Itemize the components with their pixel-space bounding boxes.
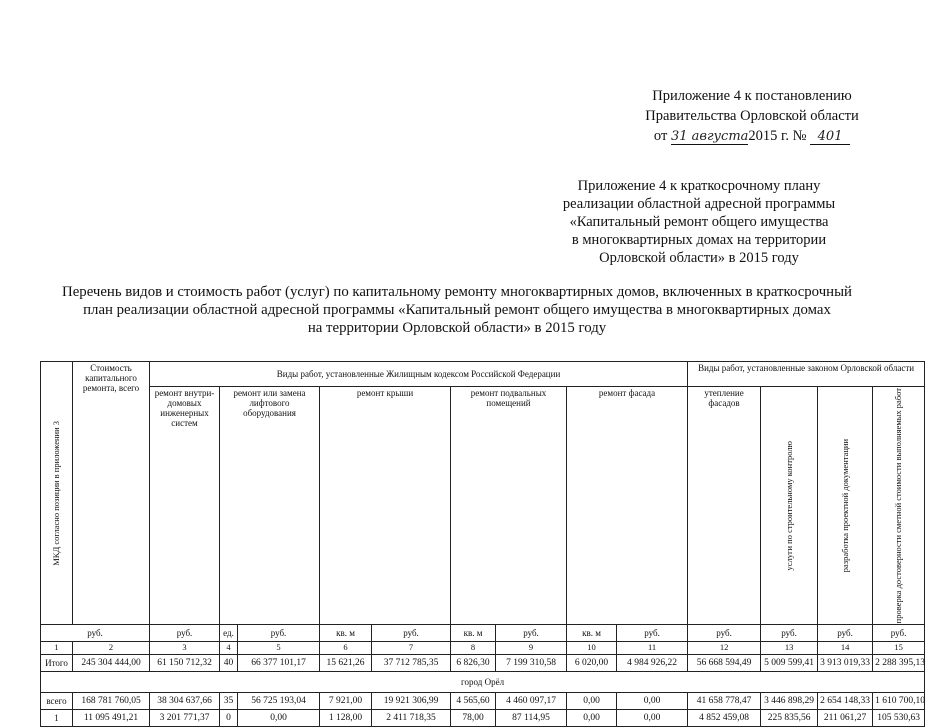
- table-cell: 7 921,00: [320, 693, 372, 710]
- table-cell: 35: [220, 693, 238, 710]
- table-cell: 211 061,27: [818, 710, 873, 727]
- decree-date-handwritten: 31 августа: [670, 129, 749, 144]
- row-label: Итого: [41, 655, 73, 672]
- table-cell: 4 852 459,08: [688, 710, 761, 727]
- units-row: [41, 625, 925, 642]
- index-cell: 13: [761, 642, 818, 655]
- row-label: 1: [41, 710, 73, 727]
- table-cell: 7 199 310,58: [496, 655, 567, 672]
- table-cell: 2 288 395,13: [873, 655, 925, 672]
- plan-header: [540, 177, 858, 267]
- col-roof-header: ремонт крыши: [320, 387, 451, 625]
- index-cell: 9: [496, 642, 567, 655]
- col-insulation-header: утепление фасадов: [688, 387, 761, 625]
- table-cell: 4 460 097,17: [496, 693, 567, 710]
- col-facade-header: ремонт фасада: [567, 387, 688, 625]
- document-title-line: на территории Орловской области» в 2015 году: [307, 320, 607, 336]
- col-design-docs-label: разработка проектной документации: [839, 439, 850, 573]
- table-cell: 0: [220, 710, 238, 727]
- table-cell: 3 446 898,29: [761, 693, 818, 710]
- col-total-header: Стоимость капитального ремонта, всего: [73, 362, 150, 625]
- decree-header: [632, 86, 872, 146]
- plan-header-line: в многоквартирных домах на территории: [571, 232, 827, 248]
- plan-header-line: «Капитальный ремонт общего имущества: [569, 214, 829, 230]
- index-cell: 4: [220, 642, 238, 655]
- unit-cell: руб.: [617, 625, 688, 642]
- unit-cell: руб.: [150, 625, 220, 642]
- table-cell: 4 984 926,22: [617, 655, 688, 672]
- table-cell: 105 530,63: [873, 710, 925, 727]
- decree-number-handwritten: 401: [810, 129, 850, 145]
- document-title: [42, 283, 872, 337]
- table-cell: 225 835,56: [761, 710, 818, 727]
- index-cell: 10: [567, 642, 617, 655]
- table-cell: 41 658 778,47: [688, 693, 761, 710]
- unit-cell: кв. м: [451, 625, 496, 642]
- unit-cell: руб.: [761, 625, 818, 642]
- table-row-total: [41, 655, 925, 672]
- document-title-line: Перечень видов и стоимость работ (услуг) по капитальному ремонту многоквартирных домов, включенных в краткосрочный: [62, 284, 852, 300]
- table-cell: 0,00: [238, 710, 320, 727]
- table-cell: 4 565,60: [451, 693, 496, 710]
- table-cell: 19 921 306,99: [372, 693, 451, 710]
- unit-cell: руб.: [873, 625, 925, 642]
- table-row-city: [41, 672, 925, 693]
- col-design-docs-header: [818, 387, 873, 625]
- table-cell: 0,00: [567, 710, 617, 727]
- index-cell: 2: [73, 642, 150, 655]
- col-construction-control-header: [761, 387, 818, 625]
- col-construction-control-label: услуги по строительному контролю: [783, 440, 794, 571]
- unit-cell: руб.: [496, 625, 567, 642]
- unit-cell: ед.: [220, 625, 238, 642]
- table-cell: 1 610 700,10: [873, 693, 925, 710]
- col-cost-check-header: [873, 387, 925, 625]
- unit-cell: руб.: [41, 625, 150, 642]
- table-cell: 0,00: [567, 693, 617, 710]
- decree-header-line2: Правительства Орловской области: [645, 108, 859, 124]
- table-cell: 6 020,00: [567, 655, 617, 672]
- col-mkd-header: [41, 362, 73, 625]
- unit-cell: кв. м: [567, 625, 617, 642]
- header-row-groups: [41, 362, 925, 387]
- table-cell: 56 725 193,04: [238, 693, 320, 710]
- index-cell: 12: [688, 642, 761, 655]
- table-cell: 61 150 712,32: [150, 655, 220, 672]
- table-cell: 78,00: [451, 710, 496, 727]
- plan-header-line: реализации областной адресной программы: [562, 196, 836, 212]
- group-regional-law-header: Виды работ, установленные законом Орловской области: [688, 362, 925, 387]
- table-cell: 37 712 785,35: [372, 655, 451, 672]
- table-cell: 0,00: [617, 693, 688, 710]
- index-cell: 3: [150, 642, 220, 655]
- column-index-row: [41, 642, 925, 655]
- decree-date-suffix: 2015 г. №: [748, 128, 807, 144]
- group-housing-code-header: Виды работ, установленные Жилищным кодексом Российской Федерации: [150, 362, 688, 387]
- unit-cell: кв. м: [320, 625, 372, 642]
- decree-header-line1: Приложение 4 к постановлению: [652, 88, 852, 104]
- table-cell: 2 411 718,35: [372, 710, 451, 727]
- unit-cell: руб.: [688, 625, 761, 642]
- document-title-line: план реализации областной адресной программы «Капитальный ремонт общего имущества в многоквартирных домах: [83, 302, 831, 318]
- city-label: город Орёл: [41, 672, 925, 693]
- col-elevator-header: ремонт или замена лифтового оборудования: [220, 387, 320, 625]
- table-row-1: [41, 710, 925, 727]
- table-cell: 56 668 594,49: [688, 655, 761, 672]
- table-cell: 168 781 760,05: [73, 693, 150, 710]
- header-row-columns: [41, 387, 925, 625]
- table-cell: 5 009 599,41: [761, 655, 818, 672]
- table-cell: 87 114,95: [496, 710, 567, 727]
- index-cell: 7: [372, 642, 451, 655]
- table-cell: 1 128,00: [320, 710, 372, 727]
- decree-date-line: [632, 126, 872, 146]
- decree-date-prefix: от: [653, 128, 668, 144]
- unit-cell: руб.: [818, 625, 873, 642]
- unit-cell: руб.: [372, 625, 451, 642]
- table-cell: 66 377 101,17: [238, 655, 320, 672]
- table-cell: 6 826,30: [451, 655, 496, 672]
- works-cost-table: [40, 361, 925, 727]
- table-cell: 0,00: [617, 710, 688, 727]
- table-row-city-total: [41, 693, 925, 710]
- table-cell: 3 201 771,37: [150, 710, 220, 727]
- col-engineering-header: ремонт внутри-домовых инженерных систем: [150, 387, 220, 625]
- plan-header-line: Приложение 4 к краткосрочному плану: [577, 178, 821, 194]
- table-cell: 40: [220, 655, 238, 672]
- table-cell: 3 913 019,33: [818, 655, 873, 672]
- index-cell: 5: [238, 642, 320, 655]
- table-cell: 11 095 491,21: [73, 710, 150, 727]
- col-cost-check-label: проверка достоверности сметной стоимости выполняемых работ: [893, 388, 904, 624]
- index-cell: 1: [41, 642, 73, 655]
- index-cell: 15: [873, 642, 925, 655]
- row-label: всего: [41, 693, 73, 710]
- col-basement-header: ремонт подвальных помещений: [451, 387, 567, 625]
- table-cell: 245 304 444,00: [73, 655, 150, 672]
- table-cell: 15 621,26: [320, 655, 372, 672]
- index-cell: 11: [617, 642, 688, 655]
- unit-cell: руб.: [238, 625, 320, 642]
- index-cell: 6: [320, 642, 372, 655]
- plan-header-line: Орловской области» в 2015 году: [599, 250, 799, 266]
- col-mkd-label: МКД согласно позиции в приложении 3: [51, 420, 61, 566]
- index-cell: 14: [818, 642, 873, 655]
- table-cell: 38 304 637,66: [150, 693, 220, 710]
- table-cell: 2 654 148,33: [818, 693, 873, 710]
- index-cell: 8: [451, 642, 496, 655]
